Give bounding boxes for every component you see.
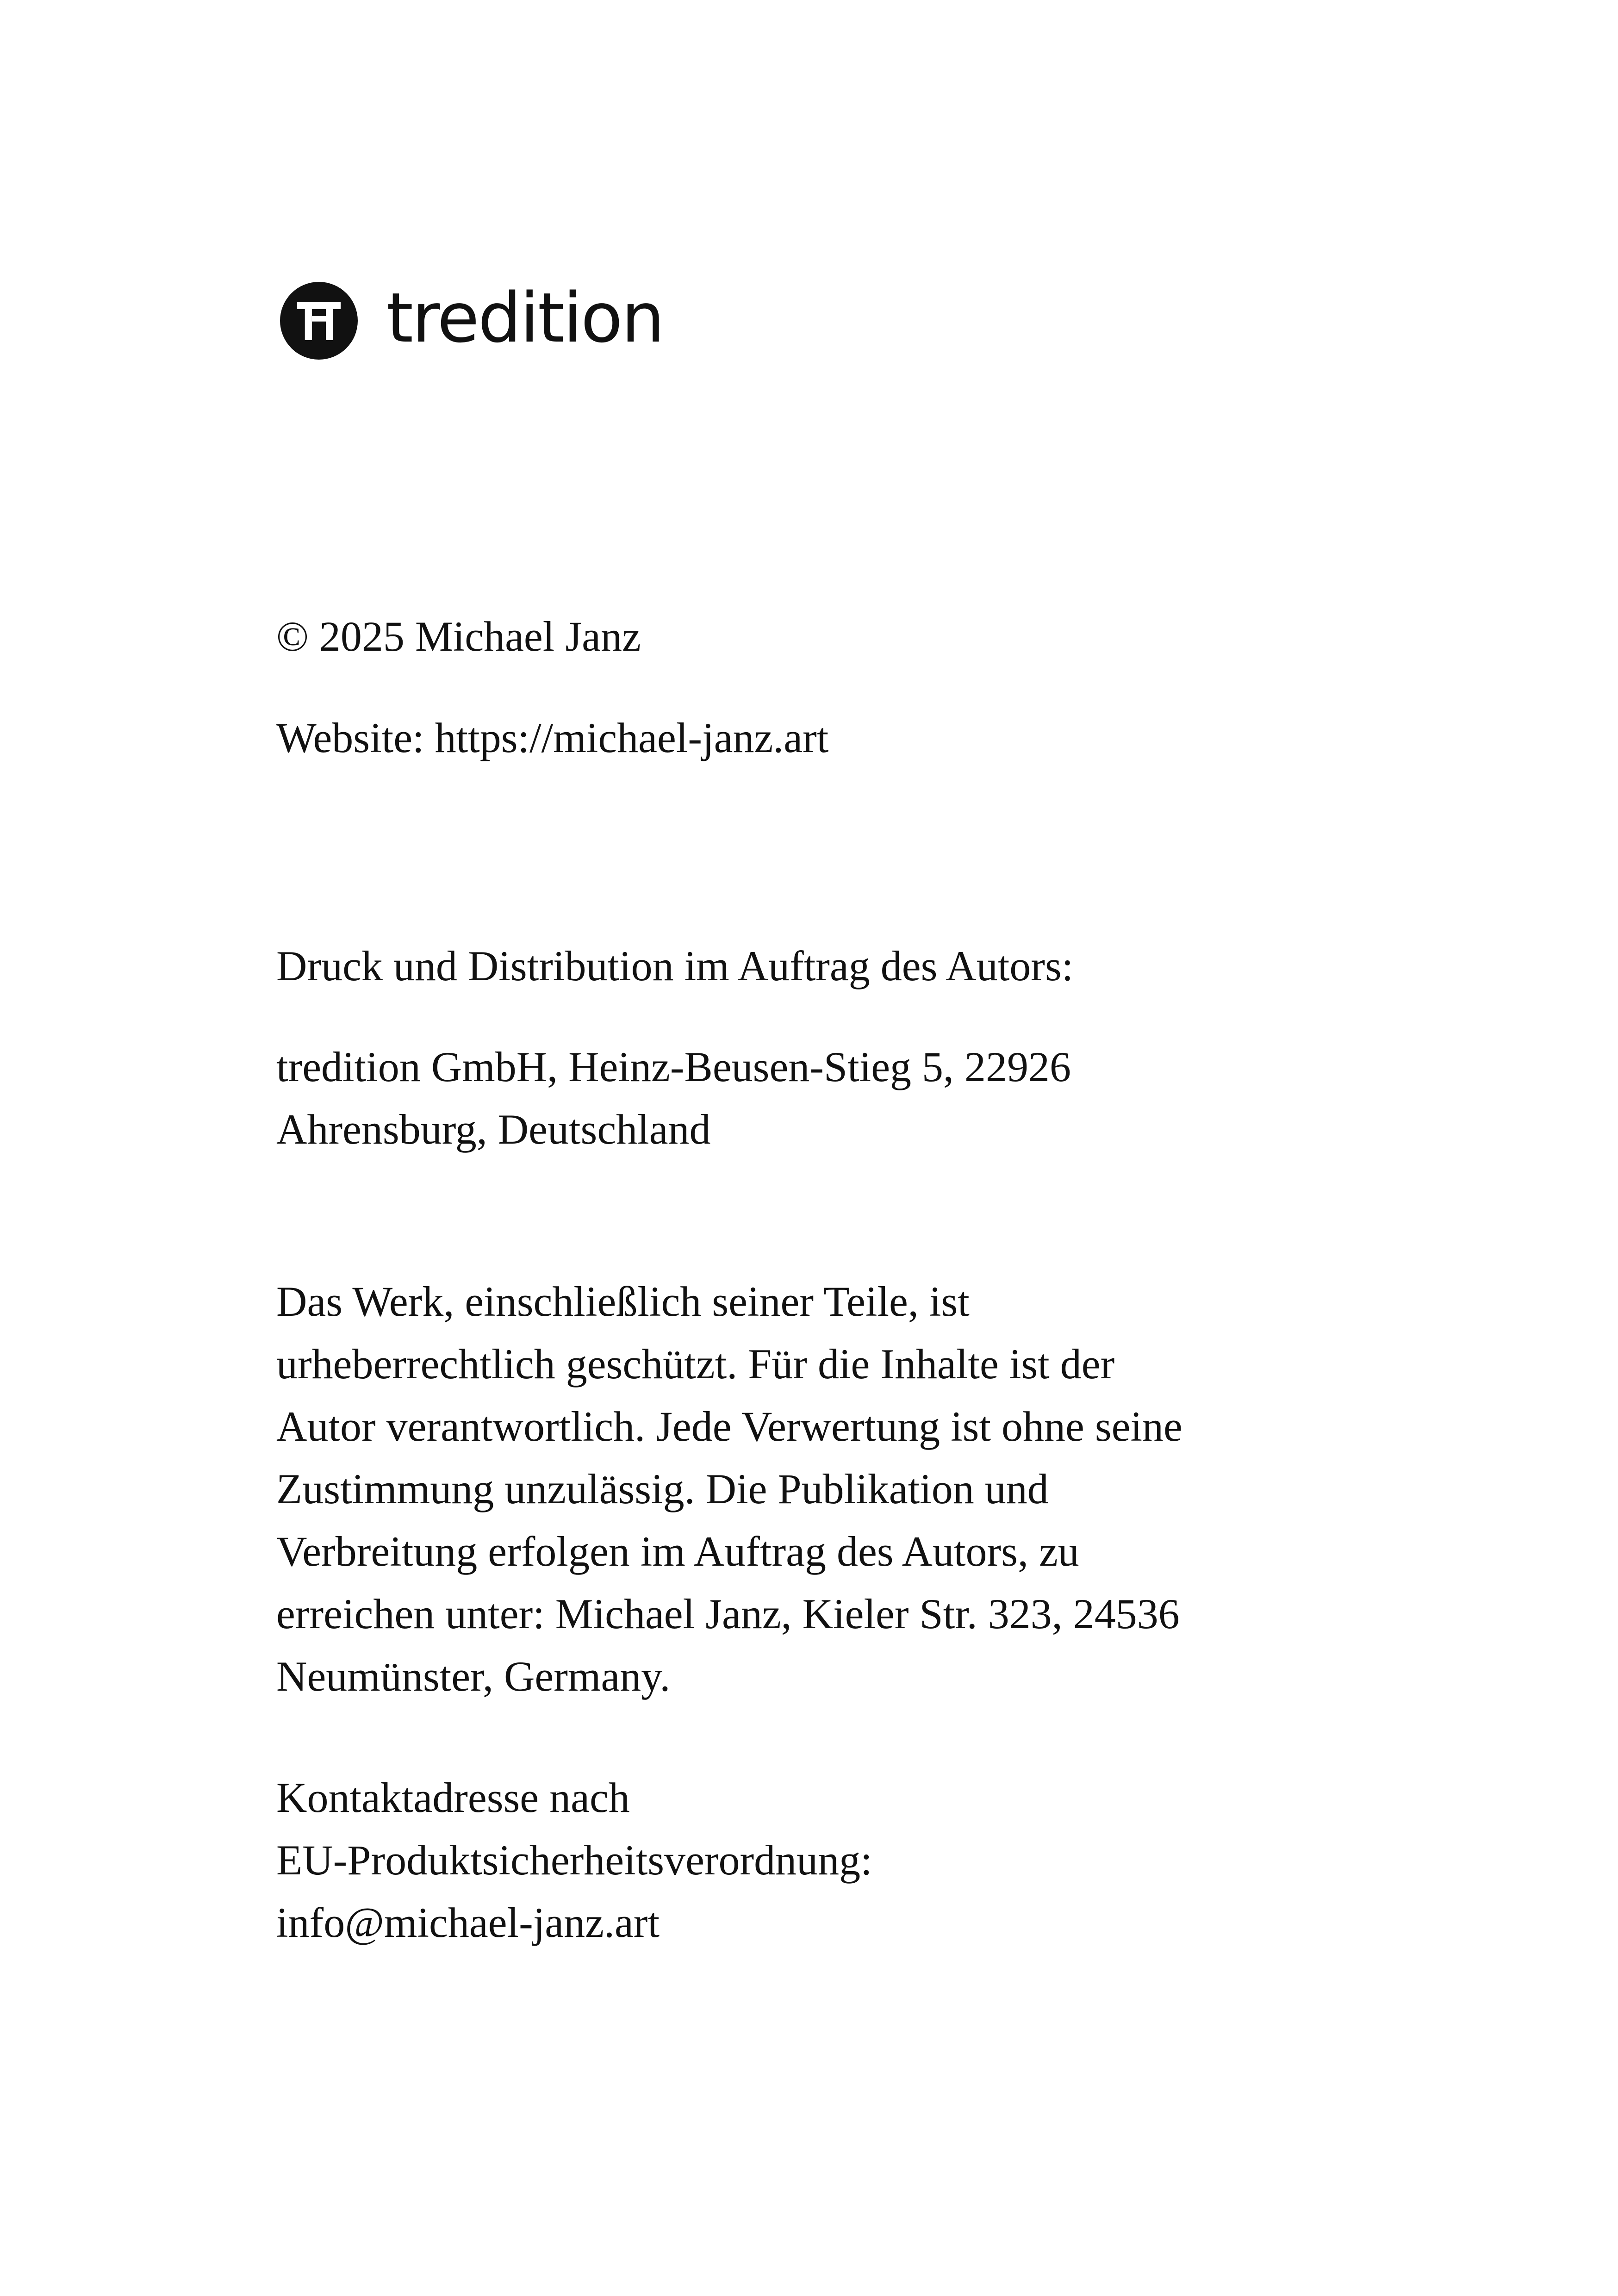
contact-line: Kontaktadresse nach [276, 1774, 630, 1821]
copyright-notice: © 2025 Michael Janz [276, 613, 641, 660]
address-line: Ahrensburg, Deutschland [276, 1106, 711, 1153]
legal-notice-line: erreichen unter: Michael Janz, Kieler Str. 323, 24536 [276, 1590, 1180, 1637]
print-distribution-heading: Druck und Distribution im Auftrag des Autors: [276, 942, 1074, 989]
tredition-logo-icon [280, 282, 358, 360]
legal-notice [276, 1270, 1387, 1708]
publisher-logo [280, 280, 663, 361]
website-line: Website: https://michael-janz.art [276, 714, 829, 761]
legal-notice-line: Neumünster, Germany. [276, 1653, 671, 1700]
publisher-wordmark: tredition [386, 278, 664, 358]
legal-notice-line: Verbreitung erfolgen im Auftrag des Autors, zu [276, 1528, 1079, 1575]
contact-email: info@michael-janz.art [276, 1899, 660, 1946]
legal-notice-line: Zustimmung unzulässig. Die Publikation und [276, 1465, 1049, 1512]
legal-notice-line: Das Werk, einschließlich seiner Teile, ist [276, 1278, 970, 1325]
address-line: tredition GmbH, Heinz-Beusen-Stieg 5, 22926 [276, 1043, 1071, 1090]
publisher-address [276, 1036, 1387, 1161]
legal-notice-line: Autor verantwortlich. Jede Verwertung ist ohne seine [276, 1403, 1182, 1450]
contact-line: EU-Produktsicherheitsverordnung: [276, 1836, 872, 1884]
legal-notice-line: urheberrechtlich geschützt. Für die Inhalte ist der [276, 1340, 1115, 1388]
contact-block [276, 1767, 1387, 1954]
